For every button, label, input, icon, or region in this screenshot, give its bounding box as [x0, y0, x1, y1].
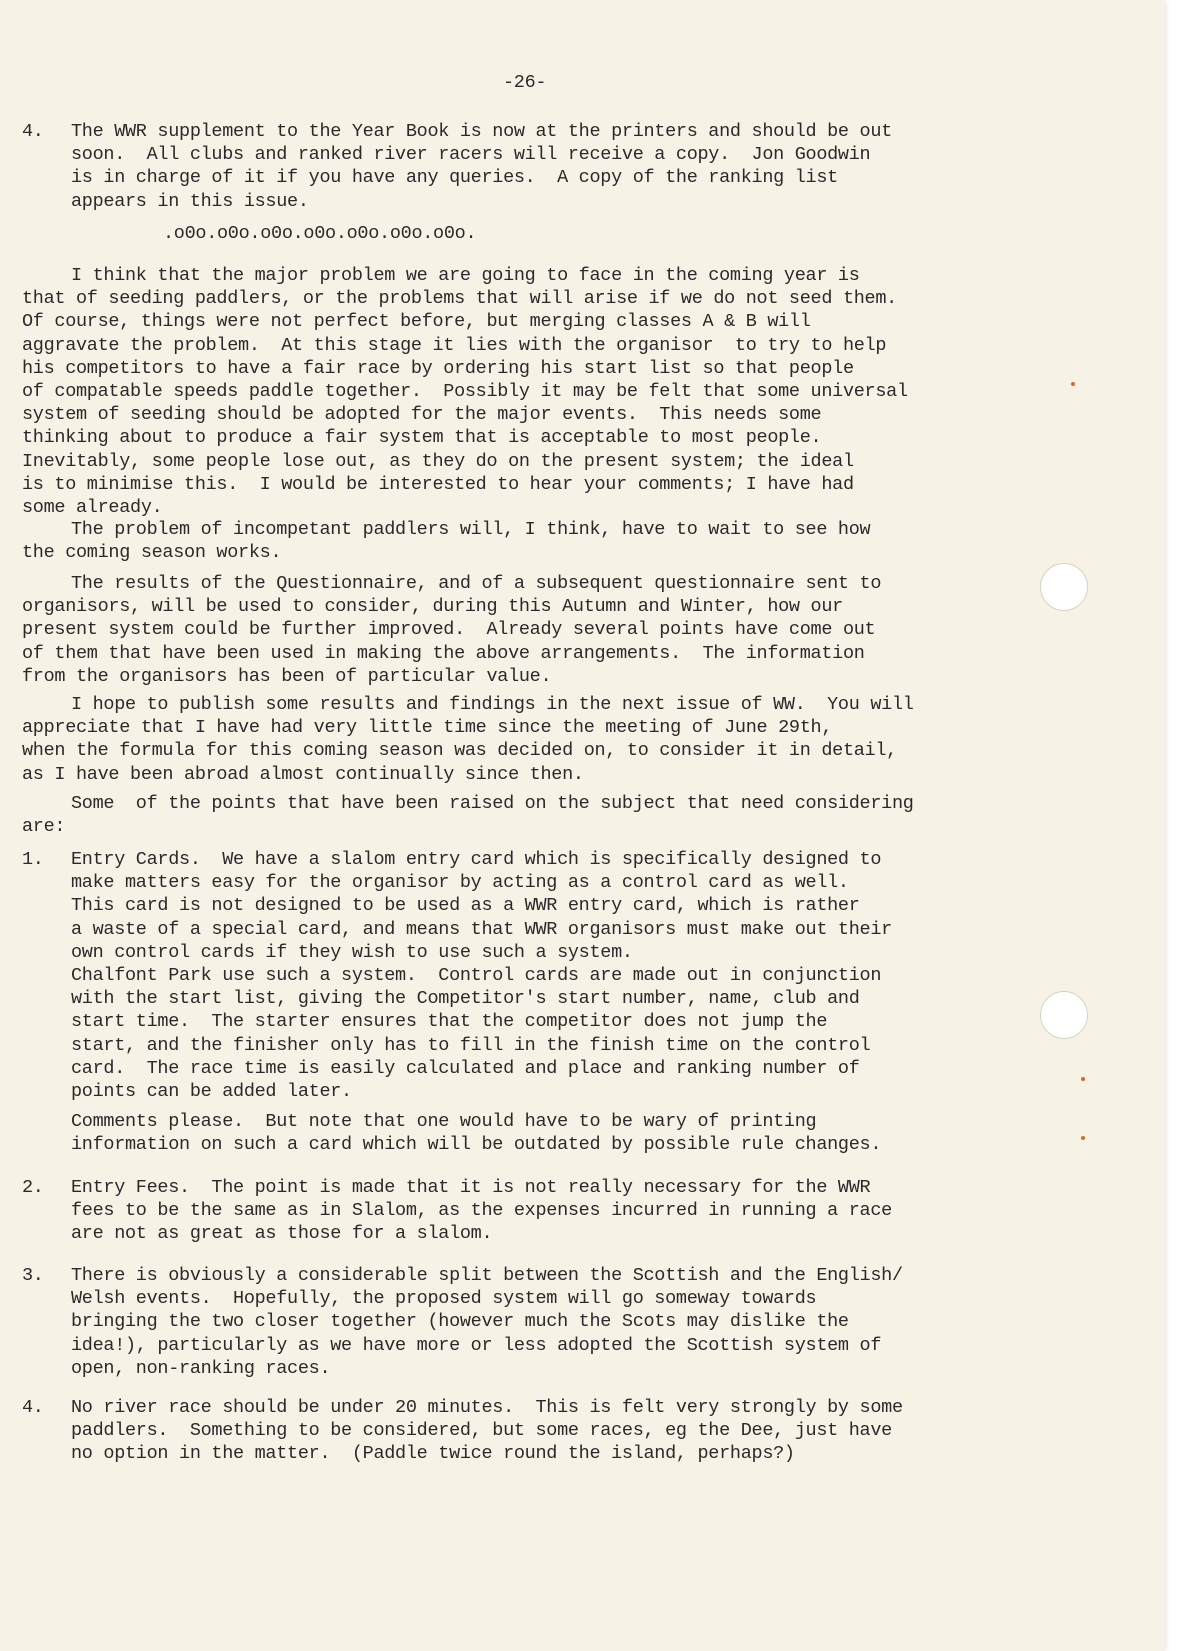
list-item-text: No river race should be under 20 minutes. This is felt very strongly by some paddlers. Something to be considered, but some races, eg the Dee, just have no option in the matter. (Paddle twice round the island, perhaps?) [71, 1397, 903, 1465]
paragraph: I think that the major problem we are going to face in the coming year is that of seeding paddlers, or the problems that will arise if we do not seed them. Of course, things were not perfect before, but merging classes A & B will aggravate the problem. At this stage it lies with the organisor to try to help his competitors to have a fair race by ordering his start list so that people of compatable speeds paddle together. Possibly it may be felt that some universal system of seeding should be adopted for the major events. This needs some thinking about to produce a fair system that is acceptable to most people. Inevitably, some people lose out, as they do on the present system; the ideal is to minimise this. I would be interested to hear your comments; I have had some already. [22, 265, 908, 519]
list-item-number: 3. [22, 1265, 44, 1286]
stain-mark [1071, 382, 1075, 386]
list-item-number: 4. [22, 1397, 44, 1418]
stain-mark [1081, 1136, 1085, 1140]
separator: .o0o.o0o.o0o.o0o.o0o.o0o.o0o. [163, 223, 477, 244]
list-item-text: The WWR supplement to the Year Book is now at the printers and should be out soon. All clubs and ranked river racers will receive a copy. Jon Goodwin is in charge of it if you have any queries. A copy of the ranking list appears in this issue. [71, 121, 892, 212]
list-item-text: Entry Fees. The point is made that it is not really necessary for the WWR fees to be the same as in Slalom, as the expenses incurred in running a race are not as great as those for a slalom. [71, 1177, 892, 1245]
page-number: -26- [503, 72, 547, 93]
paragraph: Some of the points that have been raised on the subject that need considering are: [22, 793, 914, 838]
list-item-number: 1. [22, 849, 44, 870]
list-item-number: 4. [22, 121, 44, 142]
list-item-text: Entry Cards. We have a slalom entry card which is specifically designed to make matters easy for the organisor by acting as a control card as well. This card is not designed to be used as a WWR entry card, which is rather a waste of a special card, and means that WWR organisors must make out their own control cards if they wish to use such a system. Chalfont Park use such a system. Control cards are made out in conjunction with the start list, giving the Competitor's start number, name, club and start time. The starter ensures that the competitor does not jump the start, and the finisher only has to fill in the finish time on the control card. The race time is easily calculated and place and ranking number of points can be added later. [71, 849, 892, 1103]
list-item-comment: Comments please. But note that one would have to be wary of printing information on such a card which will be outdated by possible rule changes. [71, 1111, 882, 1156]
list-item-text: There is obviously a considerable split between the Scottish and the English/ Welsh events. Hopefully, the proposed system will go someway towards bringing the two closer together (however much the Scots may dislike the idea!), particularly as we have more or less adopted the Scottish system of open, non-ranking races. [71, 1265, 903, 1379]
paragraph: I hope to publish some results and findings in the next issue of WW. You will appreciate that I have had very little time since the meeting of June 29th, when the formula for this coming season was decided on, to consider it in detail, as I have been abroad almost continually since then. [22, 694, 914, 785]
punch-hole-bottom [1040, 991, 1088, 1039]
punch-hole-top [1040, 563, 1088, 611]
list-item-number: 2. [22, 1177, 44, 1198]
stain-mark [1081, 1077, 1085, 1081]
paragraph: The results of the Questionnaire, and of a subsequent questionnaire sent to organisors, will be used to consider, during this Autumn and Winter, how our present system could be further improved. Already several points have come out of them that have been used in making the above arrangements. The information from the organisors has been of particular value. [22, 573, 882, 687]
paragraph: The problem of incompetant paddlers will, I think, have to wait to see how the coming season works. [22, 519, 871, 564]
